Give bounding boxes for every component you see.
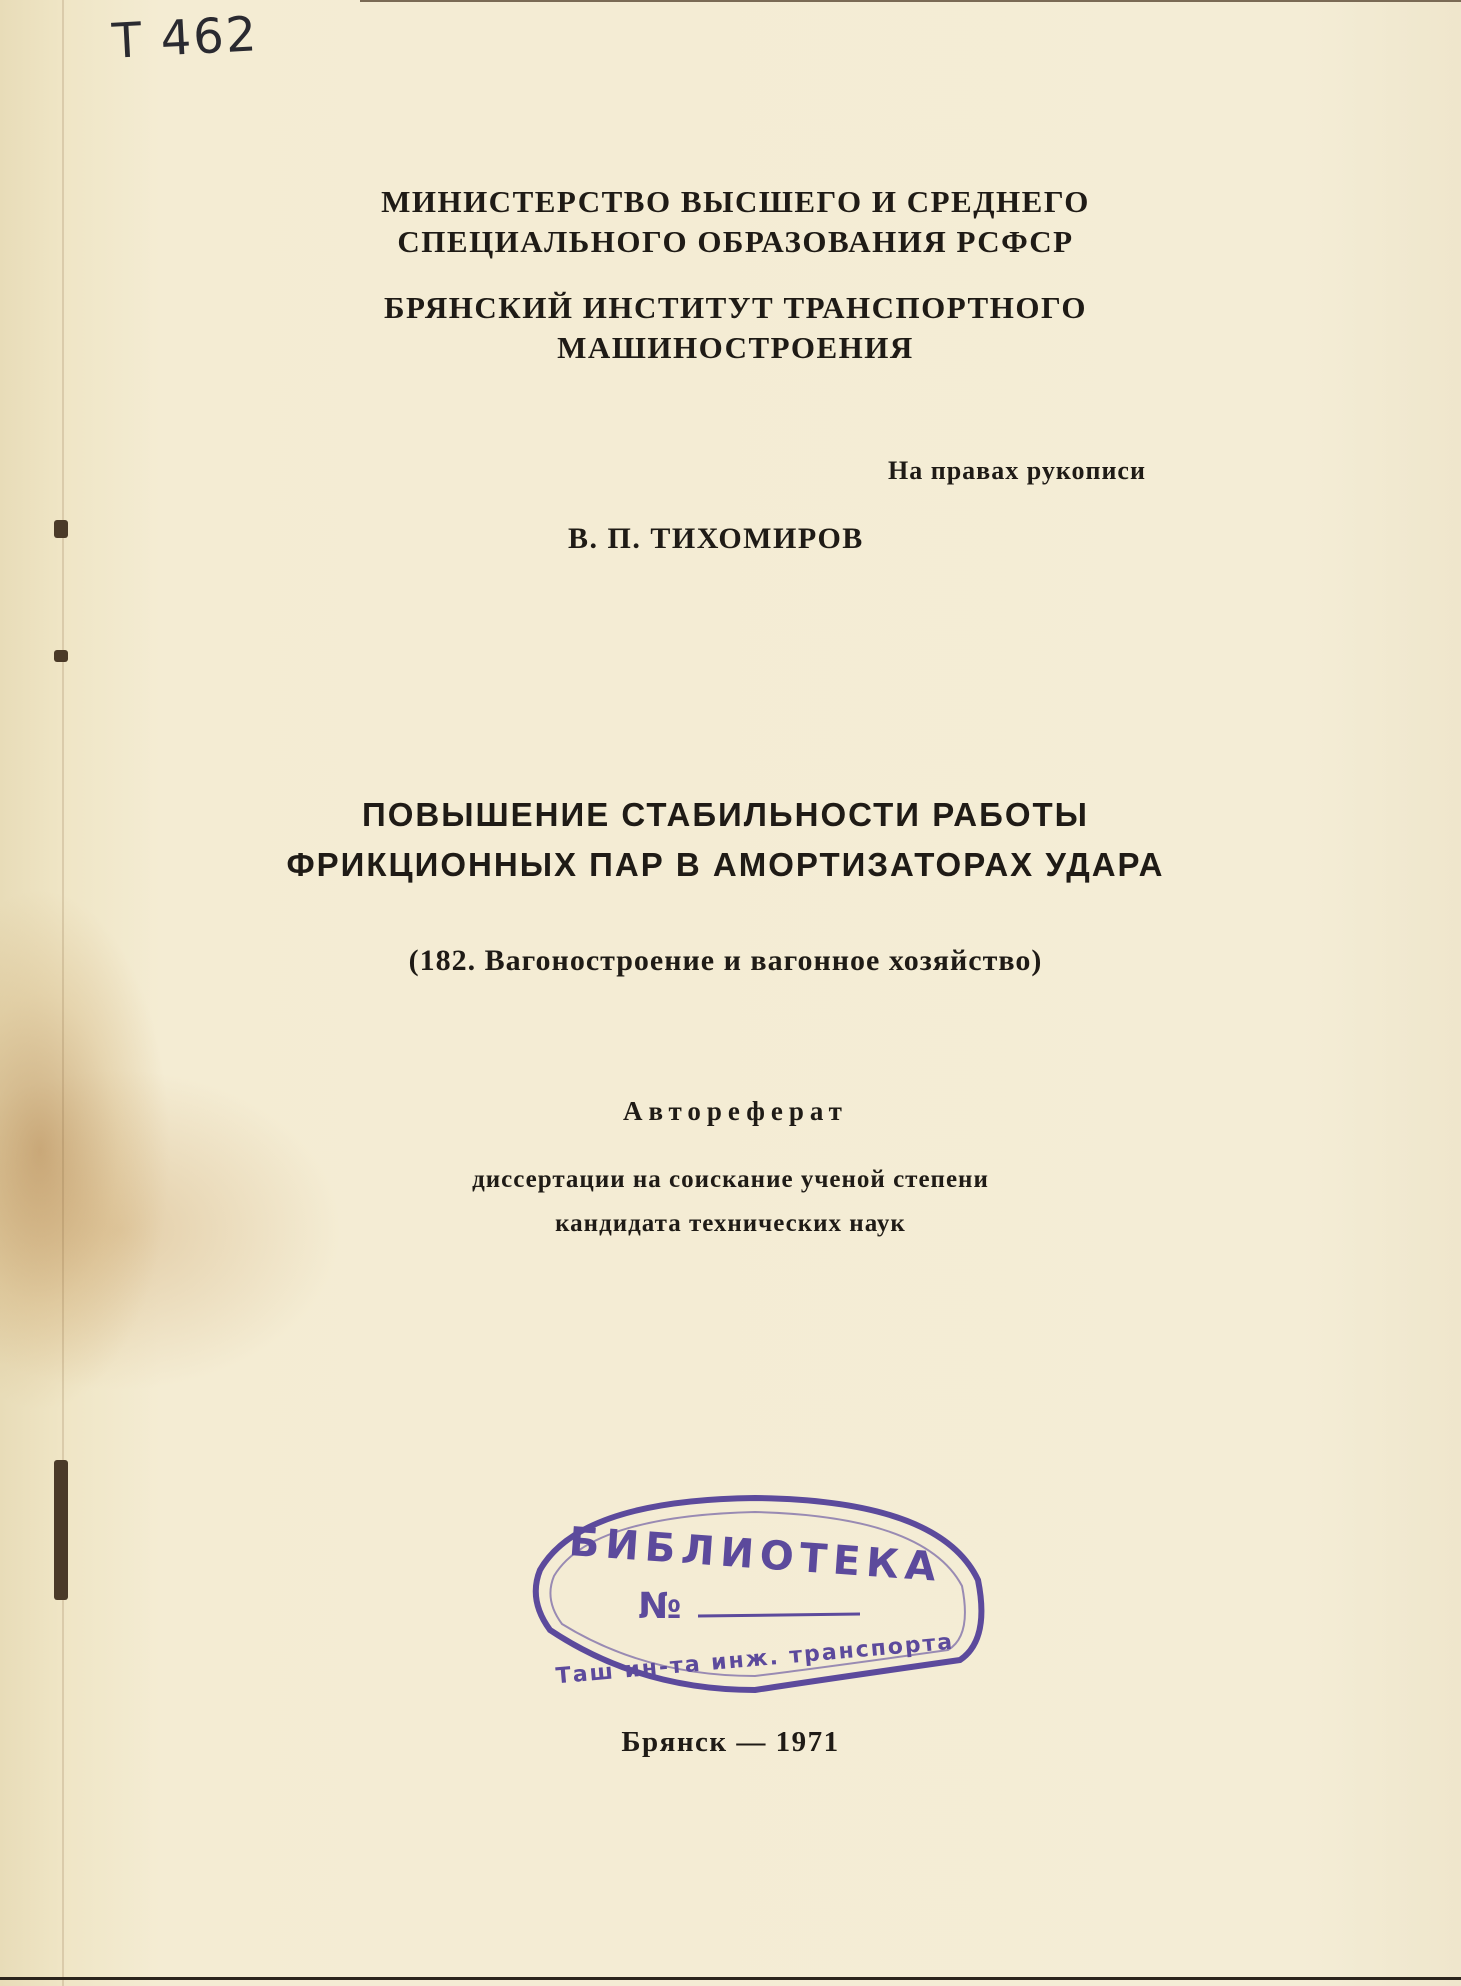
- rights-note: На правах рукописи: [888, 456, 1146, 485]
- binding-mark: [54, 1460, 68, 1600]
- title-line-2: ФРИКЦИОННЫХ ПАР В АМОРТИЗАТОРАХ УДАРА: [286, 846, 1165, 883]
- ministry-line-2: СПЕЦИАЛЬНОГО ОБРАЗОВАНИЯ РСФСР: [397, 224, 1074, 259]
- bottom-edge-line: [0, 1977, 1461, 1980]
- stamp-number-label: №: [638, 1586, 682, 1627]
- binding-mark: [54, 520, 68, 538]
- title-line-1: ПОВЫШЕНИЕ СТАБИЛЬНОСТИ РАБОТЫ: [361, 796, 1089, 833]
- top-edge-line: [360, 0, 1461, 2]
- institute-line-1: БРЯНСКИЙ ИНСТИТУТ ТРАНСПОРТНОГО: [383, 290, 1088, 325]
- imprint-city-year: Брянск — 1971: [621, 1726, 840, 1758]
- handwritten-shelfmark: Т 462: [110, 6, 260, 70]
- ministry-line-1: МИНИСТЕРСТВО ВЫСШЕГО И СРЕДНЕГО: [381, 184, 1090, 219]
- document-type: Автореферат: [623, 1096, 848, 1126]
- binding-mark: [54, 650, 68, 662]
- library-stamp: [520, 1490, 990, 1710]
- stamp-institution: Таш ин-та инж. транспорта: [554, 1629, 956, 1690]
- institute-line-2: МАШИНОСТРОЕНИЯ: [557, 330, 914, 365]
- degree-line-2: кандидата технических наук: [555, 1210, 906, 1237]
- stamp-title: БИБЛИОТЕКА: [567, 1519, 944, 1591]
- degree-line-1: диссертации на соискание ученой степени: [472, 1166, 989, 1193]
- author-name: В. П. ТИХОМИРОВ: [568, 522, 864, 555]
- specialty-code: (182. Вагоностроение и вагонное хозяйство): [408, 944, 1043, 977]
